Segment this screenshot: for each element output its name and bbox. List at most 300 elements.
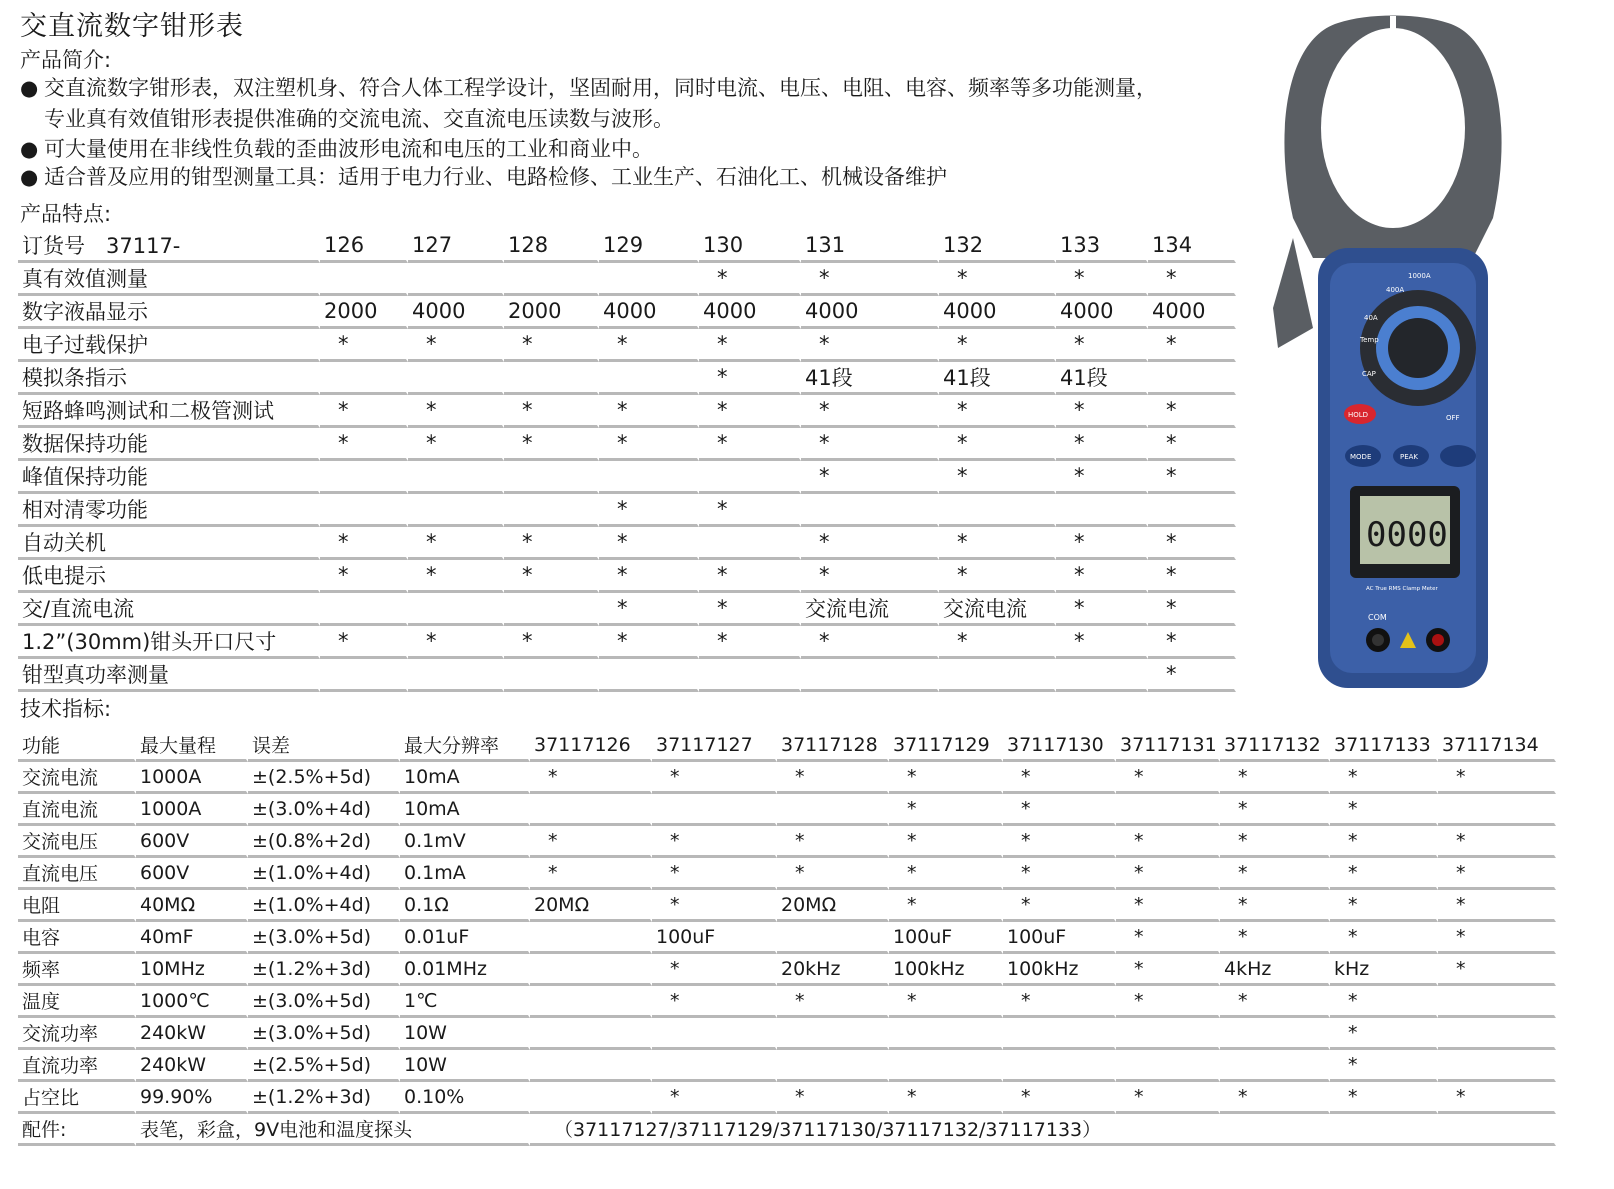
table-cell: 240kW (136, 1050, 248, 1082)
table-cell: * (320, 626, 408, 659)
table-cell: 交流电流 (801, 593, 939, 626)
table-cell (504, 263, 599, 296)
table-cell: * (1438, 890, 1556, 922)
table-cell (530, 1082, 652, 1114)
table-cell: * (408, 395, 504, 428)
row-label-cell: 直流电压 (18, 858, 136, 890)
table-cell (408, 659, 504, 692)
row-label-cell: 直流电流 (18, 794, 136, 826)
table-cell: * (1220, 858, 1330, 890)
table-cell (408, 263, 504, 296)
table-cell: * (1438, 858, 1556, 890)
table-cell (599, 263, 699, 296)
table-cell (530, 1018, 652, 1050)
table-row (18, 527, 1236, 560)
table-cell (889, 1050, 1003, 1082)
table-cell: 10mA (400, 794, 530, 826)
table-cell: 2000 (504, 296, 599, 329)
table-cell: * (1220, 794, 1330, 826)
page-title: 交直流数字钳形表 (20, 11, 244, 42)
features-table (18, 230, 1236, 692)
table-cell: * (1116, 826, 1220, 858)
mode-button-label: MODE (1350, 453, 1372, 461)
table-cell: 4000 (939, 296, 1056, 329)
table-cell: * (1148, 560, 1236, 593)
table-row (18, 494, 1236, 527)
table-cell: 99.90% (136, 1082, 248, 1114)
table-cell (652, 1050, 777, 1082)
table-cell: * (1056, 626, 1148, 659)
row-label-cell: 数据保持功能 (18, 428, 320, 461)
table-cell: 131 (801, 230, 939, 263)
table-cell: * (1330, 1082, 1438, 1114)
table-cell: * (1148, 428, 1236, 461)
table-cell (504, 659, 599, 692)
table-cell: * (652, 858, 777, 890)
table-cell: * (699, 362, 801, 395)
table-cell: * (1330, 890, 1438, 922)
table-cell: * (939, 329, 1056, 362)
table-cell: 100uF (652, 922, 777, 954)
table-cell: 37117126 (530, 730, 652, 762)
table-cell: * (1220, 826, 1330, 858)
row-label-cell: 峰值保持功能 (18, 461, 320, 494)
table-cell (1056, 659, 1148, 692)
table-row (18, 954, 1556, 986)
table-cell (530, 954, 652, 986)
dial-label-off: OFF (1446, 414, 1460, 422)
table-cell: * (939, 263, 1056, 296)
table-cell (1438, 794, 1556, 826)
table-row (18, 461, 1236, 494)
table-row (18, 1082, 1556, 1114)
table-cell (1438, 1050, 1556, 1082)
table-cell: * (1056, 560, 1148, 593)
table-cell: 20MΩ (777, 890, 889, 922)
table-cell: * (889, 1082, 1003, 1114)
bullet-icon: ● (20, 165, 39, 189)
table-cell: * (889, 986, 1003, 1018)
table-cell (801, 659, 939, 692)
table-cell: ±(3.0%+5d) (248, 986, 400, 1018)
table-cell (801, 494, 939, 527)
table-cell: 4000 (599, 296, 699, 329)
table-cell: 134 (1148, 230, 1236, 263)
table-cell: * (939, 527, 1056, 560)
table-cell: 1000A (136, 794, 248, 826)
table-row (18, 593, 1236, 626)
table-cell: * (652, 890, 777, 922)
table-cell: * (408, 560, 504, 593)
table-cell: * (699, 626, 801, 659)
table-cell: 交流电流 (939, 593, 1056, 626)
row-label-cell: 钳型真功率测量 (18, 659, 320, 692)
table-cell (777, 1018, 889, 1050)
table-cell: * (1148, 395, 1236, 428)
table-cell: * (1003, 858, 1116, 890)
intro-bullet-1-continued: 专业真有效值钳形表提供准确的交流电流、交直流电压读数与波形。 (44, 107, 674, 131)
table-cell: * (1116, 762, 1220, 794)
table-cell: * (408, 527, 504, 560)
table-cell: * (320, 395, 408, 428)
table-cell: 10MHz (136, 954, 248, 986)
table-cell: * (408, 329, 504, 362)
table-row (18, 362, 1236, 395)
table-cell: * (1438, 922, 1556, 954)
header-row (18, 230, 1236, 263)
table-cell: * (777, 986, 889, 1018)
table-cell: * (889, 858, 1003, 890)
table-cell: * (889, 826, 1003, 858)
row-label-cell: 电子过载保护 (18, 329, 320, 362)
table-cell: 41段 (1056, 362, 1148, 395)
clamp-meter-image (1268, 8, 1518, 698)
table-cell: ±(1.0%+4d) (248, 890, 400, 922)
table-cell: 600V (136, 858, 248, 890)
table-cell: * (652, 1082, 777, 1114)
row-label-cell: 低电提示 (18, 560, 320, 593)
table-cell (1220, 1018, 1330, 1050)
table-cell: * (1148, 461, 1236, 494)
table-cell (599, 461, 699, 494)
table-cell (408, 593, 504, 626)
table-cell: 37117129 (889, 730, 1003, 762)
specs-table (18, 730, 1556, 1146)
table-cell: * (939, 560, 1056, 593)
table-cell: 37117127 (652, 730, 777, 762)
table-cell: * (652, 826, 777, 858)
row-label-cell: 交/直流电流 (18, 593, 320, 626)
intro-bullet-1: ● 交直流数字钳形表，双注塑机身、符合人体工程学设计，坚固耐用，同时电流、电压、电阻、电容、频率等多功能测量， (20, 76, 1157, 100)
table-cell: * (699, 395, 801, 428)
table-cell (320, 362, 408, 395)
dial-label-1000a: 1000A (1408, 272, 1431, 280)
table-cell: * (530, 858, 652, 890)
table-cell (408, 461, 504, 494)
table-cell: 128 (504, 230, 599, 263)
table-cell (777, 922, 889, 954)
table-row (18, 794, 1556, 826)
accessories-models: （37117127/37117129/37117130/37117132/37117133） (530, 1114, 1556, 1146)
table-cell: * (1148, 593, 1236, 626)
table-cell: * (699, 329, 801, 362)
table-cell: 37117133 (1330, 730, 1438, 762)
table-row (18, 1050, 1556, 1082)
table-cell: * (777, 858, 889, 890)
table-cell: * (504, 329, 599, 362)
table-cell: * (801, 263, 939, 296)
table-cell: 4000 (1148, 296, 1236, 329)
row-label-cell: 直流功率 (18, 1050, 136, 1082)
table-cell: * (1148, 329, 1236, 362)
intro-bullet-2: ● 可大量使用在非线性负载的歪曲波形电流和电压的工业和商业中。 (20, 137, 653, 161)
table-cell: ±(2.5%+5d) (248, 1050, 400, 1082)
table-cell: 4000 (801, 296, 939, 329)
table-cell: * (777, 1082, 889, 1114)
row-label-cell: 频率 (18, 954, 136, 986)
table-row (18, 560, 1236, 593)
table-cell: * (652, 954, 777, 986)
table-cell (652, 1018, 777, 1050)
table-cell: 100uF (889, 922, 1003, 954)
table-cell (1438, 986, 1556, 1018)
table-cell: * (1220, 922, 1330, 954)
table-cell (1003, 1050, 1116, 1082)
table-row (18, 762, 1556, 794)
table-cell (699, 527, 801, 560)
table-cell: 240kW (136, 1018, 248, 1050)
table-cell: * (801, 329, 939, 362)
table-cell (699, 659, 801, 692)
peak-button-label: PEAK (1400, 453, 1419, 461)
table-cell: * (1056, 395, 1148, 428)
table-cell: * (889, 762, 1003, 794)
table-row (18, 395, 1236, 428)
table-cell: * (699, 560, 801, 593)
table-cell: * (504, 560, 599, 593)
table-cell: * (1438, 826, 1556, 858)
row-label-cell: 短路蜂鸣测试和二极管测试 (18, 395, 320, 428)
table-cell: * (530, 762, 652, 794)
table-cell (530, 794, 652, 826)
table-cell: 100kHz (889, 954, 1003, 986)
table-cell (1116, 1050, 1220, 1082)
table-cell (504, 461, 599, 494)
lcd-readout: 0000 (1366, 515, 1448, 555)
table-cell: * (889, 890, 1003, 922)
table-cell: * (699, 428, 801, 461)
table-cell: * (1330, 986, 1438, 1018)
table-row (18, 626, 1236, 659)
table-cell: * (777, 762, 889, 794)
hold-button-label: HOLD (1348, 411, 1369, 419)
table-cell (530, 922, 652, 954)
row-label-cell: 交流功率 (18, 1018, 136, 1050)
table-cell (530, 1050, 652, 1082)
table-cell: * (652, 762, 777, 794)
table-cell: * (801, 461, 939, 494)
table-cell: * (1116, 858, 1220, 890)
table-cell: ±(3.0%+5d) (248, 922, 400, 954)
table-cell: * (1148, 263, 1236, 296)
table-cell: * (801, 560, 939, 593)
table-cell: * (320, 329, 408, 362)
bullet-icon: ● (20, 76, 39, 100)
table-cell (652, 794, 777, 826)
table-cell: 41段 (801, 362, 939, 395)
table-cell: * (1330, 826, 1438, 858)
row-label-cell: 电容 (18, 922, 136, 954)
row-label-cell: 交流电流 (18, 762, 136, 794)
model-strip-text: AC True RMS Clamp Meter (1366, 586, 1438, 592)
table-cell: ±(0.8%+2d) (248, 826, 400, 858)
table-cell: * (1438, 1082, 1556, 1114)
table-cell (320, 461, 408, 494)
table-cell (1148, 362, 1236, 395)
table-cell: * (699, 593, 801, 626)
table-cell: 误差 (248, 730, 400, 762)
table-cell: 0.1mV (400, 826, 530, 858)
header-row (18, 730, 1556, 762)
table-row (18, 826, 1556, 858)
table-cell (939, 659, 1056, 692)
table-cell: ±(3.0%+4d) (248, 794, 400, 826)
table-cell: 0.10% (400, 1082, 530, 1114)
table-cell: * (1003, 1082, 1116, 1114)
table-cell: * (801, 395, 939, 428)
table-cell: * (777, 826, 889, 858)
table-cell: * (599, 494, 699, 527)
table-cell: 1000℃ (136, 986, 248, 1018)
table-cell: * (801, 527, 939, 560)
table-row (18, 659, 1236, 692)
table-cell: 37117132 (1220, 730, 1330, 762)
table-row (18, 263, 1236, 296)
table-cell: * (1056, 461, 1148, 494)
table-cell: 40mF (136, 922, 248, 954)
table-cell: * (939, 428, 1056, 461)
table-cell: 0.1Ω (400, 890, 530, 922)
table-cell: ±(1.0%+4d) (248, 858, 400, 890)
dial-label-40a: 40A (1364, 314, 1378, 322)
table-cell: * (652, 986, 777, 1018)
table-cell: * (1056, 263, 1148, 296)
table-cell: 130 (699, 230, 801, 263)
accessories-value: 表笔，彩盒，9V电池和温度探头 (136, 1114, 530, 1146)
table-cell (777, 1050, 889, 1082)
table-cell: 20kHz (777, 954, 889, 986)
table-cell: * (320, 560, 408, 593)
row-label-cell: 温度 (18, 986, 136, 1018)
table-cell (504, 593, 599, 626)
table-cell: 41段 (939, 362, 1056, 395)
table-cell (320, 494, 408, 527)
table-cell: * (599, 593, 699, 626)
table-cell: * (1438, 762, 1556, 794)
table-cell (1438, 1018, 1556, 1050)
table-cell (1003, 1018, 1116, 1050)
table-cell: 0.01uF (400, 922, 530, 954)
table-cell: * (939, 395, 1056, 428)
table-cell: * (939, 461, 1056, 494)
table-cell (1220, 1050, 1330, 1082)
bullet-icon: ● (20, 137, 39, 161)
table-cell (320, 263, 408, 296)
table-cell: ±(1.2%+3d) (248, 954, 400, 986)
table-cell: * (504, 527, 599, 560)
table-cell: 10W (400, 1018, 530, 1050)
table-cell: 600V (136, 826, 248, 858)
row-label-cell: 电阻 (18, 890, 136, 922)
table-cell: * (1330, 794, 1438, 826)
table-row (18, 329, 1236, 362)
row-label-cell: 功能 (18, 730, 136, 762)
table-cell: * (1116, 922, 1220, 954)
table-cell: * (1148, 527, 1236, 560)
table-cell: ±(1.2%+3d) (248, 1082, 400, 1114)
table-cell: * (1003, 826, 1116, 858)
table-row (18, 986, 1556, 1018)
table-cell: 126 (320, 230, 408, 263)
table-cell (408, 494, 504, 527)
table-cell: * (1056, 329, 1148, 362)
specs-heading: 技术指标: (20, 697, 112, 721)
dial-label-400a: 400A (1386, 286, 1405, 294)
table-cell: * (1330, 1018, 1438, 1050)
table-cell: * (1330, 1050, 1438, 1082)
row-label-cell: 1.2”(30mm)钳头开口尺寸 (18, 626, 320, 659)
table-cell: * (1330, 762, 1438, 794)
table-cell: * (1330, 922, 1438, 954)
table-cell: 1℃ (400, 986, 530, 1018)
table-cell: ±(3.0%+5d) (248, 1018, 400, 1050)
row-label-cell: 自动关机 (18, 527, 320, 560)
table-cell: * (504, 626, 599, 659)
intro-heading: 产品简介: (20, 48, 112, 72)
table-cell: 127 (408, 230, 504, 263)
row-label-cell: 数字液晶显示 (18, 296, 320, 329)
table-row (18, 296, 1236, 329)
table-cell: * (599, 329, 699, 362)
intro-bullet-3: ● 适合普及应用的钳型测量工具：适用于电力行业、电路检修、工业生产、石油化工、机械设备维护 (20, 165, 947, 189)
table-cell: ±(2.5%+5d) (248, 762, 400, 794)
table-cell: 10W (400, 1050, 530, 1082)
table-cell: * (1220, 890, 1330, 922)
table-cell: * (939, 626, 1056, 659)
table-cell: kHz (1330, 954, 1438, 986)
com-jack-label: COM (1368, 613, 1387, 622)
table-cell (1116, 794, 1220, 826)
table-cell (889, 1018, 1003, 1050)
table-cell: * (408, 428, 504, 461)
table-cell (1056, 494, 1148, 527)
table-cell (530, 986, 652, 1018)
table-cell: 2000 (320, 296, 408, 329)
dial-label-cap: CAP (1362, 370, 1376, 378)
table-cell: * (530, 826, 652, 858)
table-cell: 4kHz (1220, 954, 1330, 986)
row-label-cell: 模拟条指示 (18, 362, 320, 395)
table-row (18, 1018, 1556, 1050)
table-cell: 4000 (1056, 296, 1148, 329)
table-cell: 37117128 (777, 730, 889, 762)
table-cell: * (320, 527, 408, 560)
table-cell: * (699, 263, 801, 296)
table-cell: * (599, 626, 699, 659)
row-label-cell: 占空比 (18, 1082, 136, 1114)
table-cell: * (1003, 762, 1116, 794)
table-cell: 4000 (699, 296, 801, 329)
table-cell (504, 494, 599, 527)
table-cell: 132 (939, 230, 1056, 263)
table-cell: 最大分辨率 (400, 730, 530, 762)
table-cell: 0.01MHz (400, 954, 530, 986)
table-cell: * (1220, 986, 1330, 1018)
row-label-cell: 订货号 37117- (18, 230, 320, 263)
table-cell: 133 (1056, 230, 1148, 263)
features-heading: 产品特点: (20, 202, 112, 226)
table-cell (699, 461, 801, 494)
table-cell: * (1330, 858, 1438, 890)
table-cell: * (504, 395, 599, 428)
table-cell: 4000 (408, 296, 504, 329)
table-cell: * (801, 626, 939, 659)
row-label-cell: 交流电压 (18, 826, 136, 858)
table-cell: * (1116, 954, 1220, 986)
table-cell (777, 794, 889, 826)
table-cell (599, 659, 699, 692)
table-cell: * (599, 428, 699, 461)
